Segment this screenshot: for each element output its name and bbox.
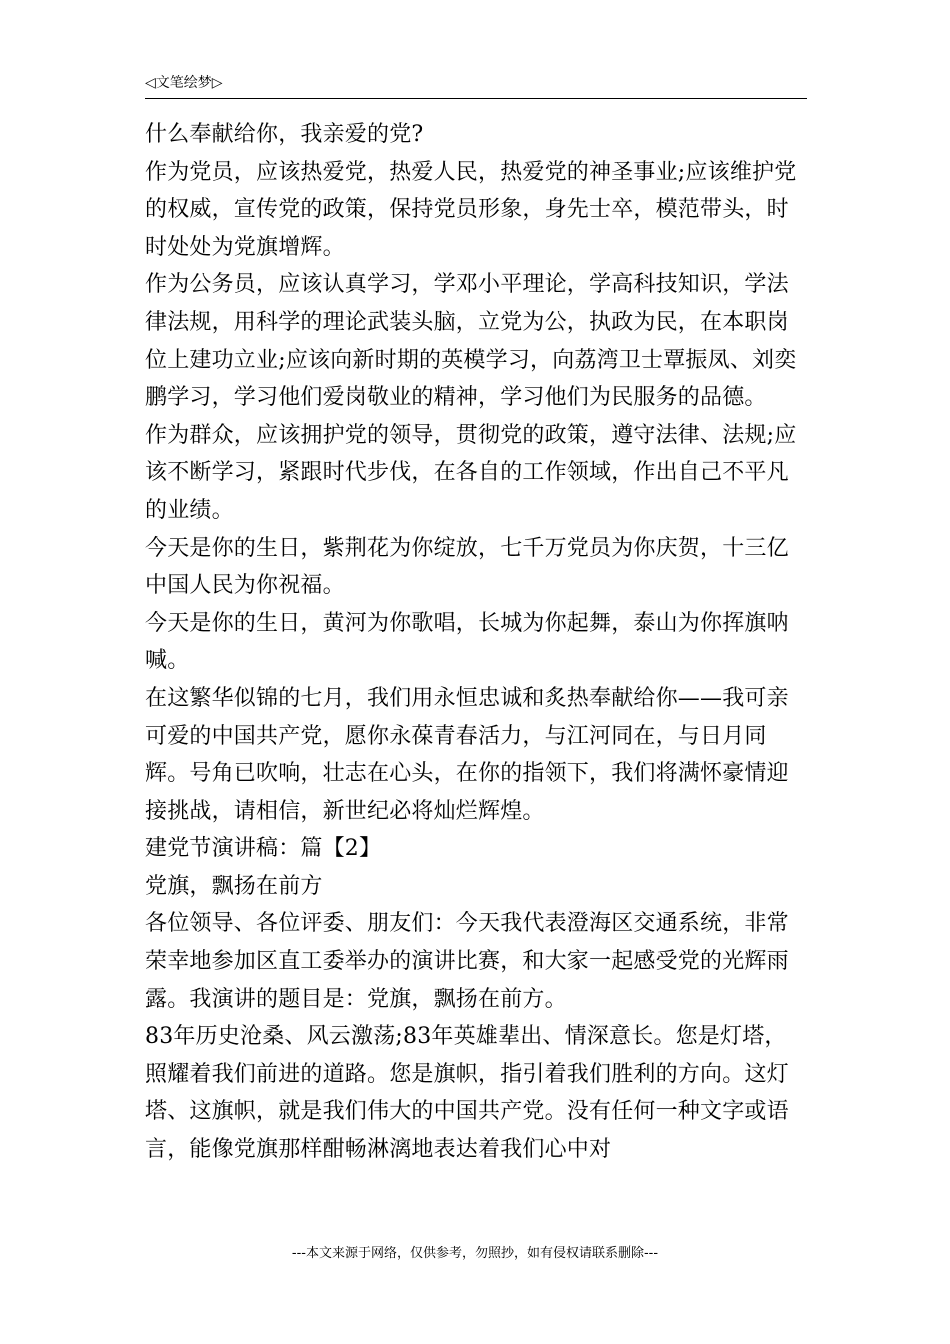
paragraph: 今天是你的生日，黄河为你歌唱，长城为你起舞，泰山为你挥旗呐喊。 — [145, 610, 789, 674]
paragraph: 什么奉献给你，我亲爱的党? — [145, 122, 424, 147]
paragraph: 作为群众，应该拥护党的领导，贯彻党的政策，遵守法律、法规;应该不断学习，紧跟时代步伐，在各自的工作领域，作出自己不平凡的业绩。 — [145, 422, 797, 523]
section-heading: 建党节演讲稿：篇【2】 — [145, 836, 382, 862]
footer-disclaimer: ---本文来源于网络，仅供参考，勿照抄，如有侵权请联系删除--- — [291, 1246, 659, 1261]
document-body — [145, 116, 807, 1169]
header-title: ◁文笔绘梦▷ — [145, 75, 223, 91]
page-header — [145, 70, 807, 99]
paragraph: 83年历史沧桑、风云激荡;83年英雄辈出、情深意长。您是灯塔，照耀着我们前进的道路。您是旗帜，指引着我们胜利的方向。这灯塔、这旗帜，就是我们伟大的中国共产党。没有任何一种文字或语言，能像党旗那样酣畅淋漓地表达着我们心中对 — [145, 1024, 789, 1163]
paragraph: 作为公务员，应该认真学习，学邓小平理论，学高科技知识，学法律法规，用科学的理论武装头脑，立党为公，执政为民，在本职岗位上建功立业;应该向新时期的英模学习，向荔湾卫士覃振凤、刘奕鹏学习，学习他们爱岗敬业的精神，学习他们为民服务的品德。 — [145, 272, 797, 411]
page-footer — [0, 1245, 950, 1263]
paragraph: 各位领导、各位评委、朋友们：今天我代表澄海区交通系统，非常荣幸地参加区直工委举办的演讲比赛，和大家一起感受党的光辉雨露。我演讲的题目是：党旗，飘扬在前方。 — [145, 911, 789, 1012]
speech-title: 党旗，飘扬在前方 — [145, 873, 323, 899]
paragraph: 今天是你的生日，紫荆花为你绽放，七千万党员为你庆贺，十三亿中国人民为你祝福。 — [145, 535, 789, 599]
paragraph: 在这繁华似锦的七月，我们用永恒忠诚和炙热奉献给你——我可亲可爱的中国共产党，愿你永葆青春活力，与江河同在，与日月同辉。号角已吹响，壮志在心头，在你的指领下，我们将满怀豪情迎接挑战，请相信，新世纪必将灿烂辉煌。 — [145, 685, 789, 824]
paragraph: 作为党员，应该热爱党，热爱人民，热爱党的神圣事业;应该维护党的权威，宣传党的政策，保持党员形象，身先士卒，模范带头，时时处处为党旗增辉。 — [145, 159, 797, 260]
